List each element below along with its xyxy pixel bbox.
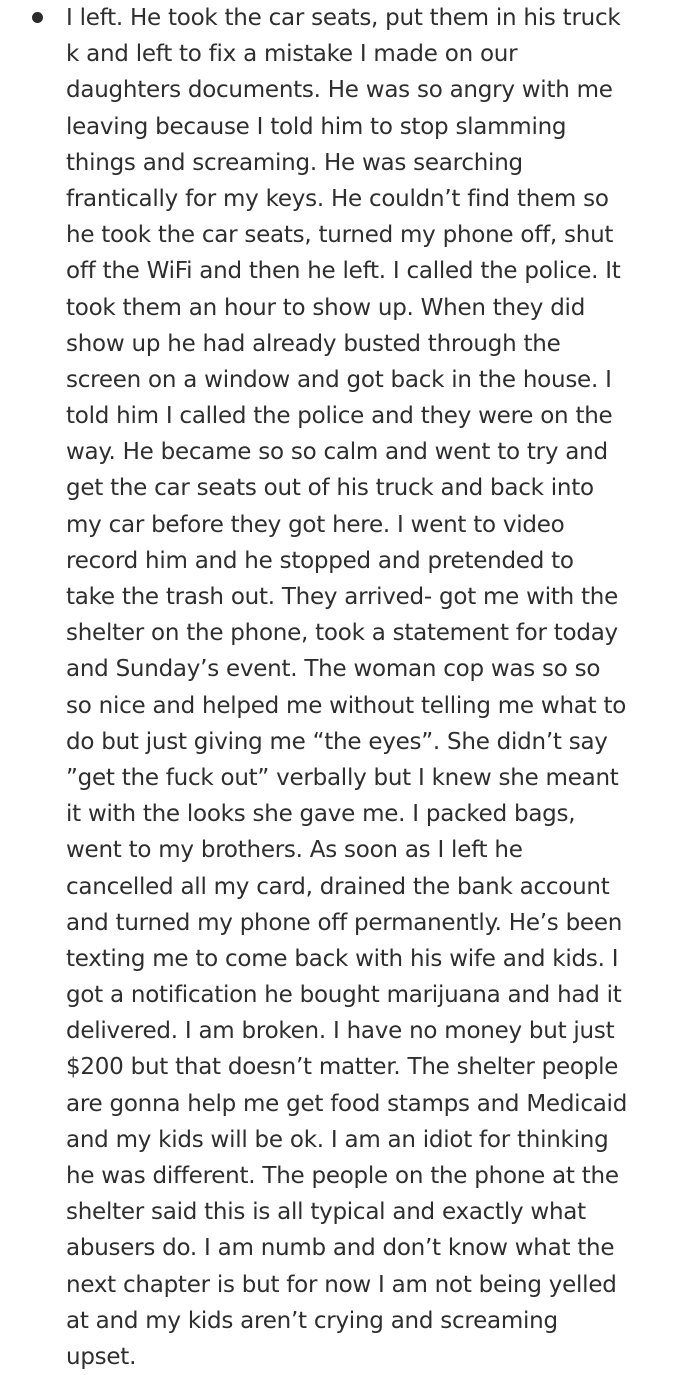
text-line: get the car seats out of his truck and back into: [66, 475, 594, 502]
text-line: my car before they got here. I went to video: [66, 511, 565, 538]
text-line: and my kids will be ok. I am an idiot for thinking: [66, 1126, 609, 1153]
text-line: shelter said this is all typical and exactly what: [66, 1199, 586, 1226]
text-line: do but just giving me “the eyes”. She didn’t say: [66, 728, 608, 755]
text-line: frantically for my keys. He couldn’t find them so: [66, 185, 609, 212]
bullet-text: [66, 0, 700, 1375]
text-line: I left. He took the car seats, put them in his truck: [66, 5, 621, 31]
text-line: next chapter is but for now I am not being yelled: [66, 1271, 617, 1298]
text-line: he took the car seats, turned my phone off, shut: [66, 222, 614, 249]
text-line: texting me to come back with his wife and kids. I: [66, 945, 619, 972]
text-line: he was different. The people on the phone at the: [66, 1163, 619, 1189]
text-line: screen on a window and got back in the house. I: [66, 366, 612, 393]
text-line: told him I called the police and they were on the: [66, 403, 613, 430]
text-line: delivered. I am broken. I have no money but just: [66, 1018, 615, 1045]
text-line: it with the looks she gave me. I packed bags,: [66, 801, 576, 828]
text-line: leaving because I told him to stop slamming: [66, 113, 567, 140]
text-line: things and screaming. He was searching: [66, 149, 523, 176]
text-line: abusers do. I am numb and don’t know what the: [66, 1235, 615, 1262]
text-line: show up he had already busted through the: [66, 330, 561, 357]
text-line: are gonna help me get food stamps and Medicaid: [66, 1090, 628, 1117]
text-line: cancelled all my card, drained the bank account: [66, 873, 610, 900]
text-line: and turned my phone off permanently. He’s been: [66, 909, 623, 936]
bullet-point-icon: [32, 12, 43, 23]
text-line: took them an hour to show up. When they did: [66, 294, 586, 321]
text-line: went to my brothers. As soon as I left he: [66, 837, 523, 864]
text-line: so nice and helped me without telling me what to: [66, 692, 627, 719]
text-line: got a notification he bought marijuana and had it: [66, 982, 622, 1009]
text-line: at and my kids aren’t crying and screaming: [66, 1307, 558, 1334]
text-line: way. He became so so calm and went to try and: [66, 439, 608, 466]
text-line: ”get the fuck out” verbally but I knew she meant: [66, 764, 619, 791]
text-line: shelter on the phone, took a statement for today: [66, 620, 618, 647]
text-line: take the trash out. They arrived- got me with the: [66, 584, 618, 610]
text-line: off the WiFi and then he left. I called the police. It: [66, 258, 621, 285]
text-line: $200 but that doesn’t matter. The shelter people: [66, 1054, 619, 1081]
text-line: upset.: [66, 1343, 137, 1370]
text-line: and Sunday’s event. The woman cop was so so: [66, 656, 601, 683]
text-line: k and left to fix a mistake I made on our: [66, 41, 518, 68]
text-line: daughters documents. He was so angry with me: [66, 77, 613, 104]
text-line: record him and he stopped and pretended to: [66, 547, 574, 574]
